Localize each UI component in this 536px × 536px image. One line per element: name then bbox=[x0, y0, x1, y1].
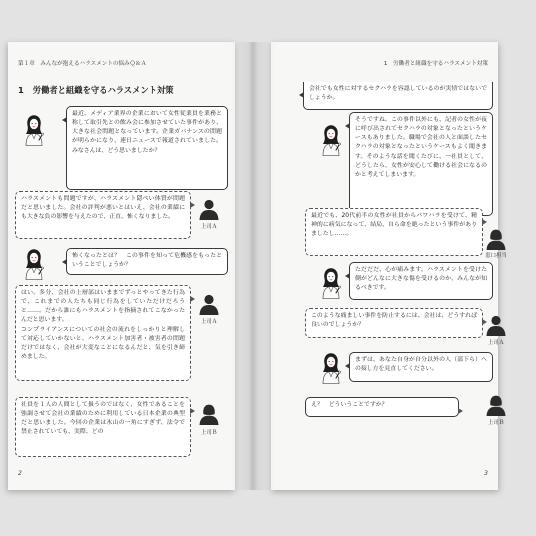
speech-bubble: え？ どういうことですか？ bbox=[305, 397, 459, 417]
page-number: 3 bbox=[484, 470, 488, 477]
page-number: 2 bbox=[18, 470, 22, 477]
female-silhouette-icon bbox=[198, 403, 220, 425]
section-heading bbox=[18, 84, 174, 96]
male-silhouette-icon bbox=[198, 198, 220, 220]
speech-bubble: 最近、メディア業界の企業において女性従業員を業務と称して取引先との飲み会に参加させていた事件があり、大きな社会問題となっています。企業ガバナンスの問題が明らかになり、連日ニュースで報道されていました。みなさんは、どう思いましたか？ bbox=[66, 106, 228, 190]
right-page bbox=[271, 42, 507, 490]
speech-bubble: 最近でも、20代前半の女性が社員からパワハラを受けて、精神的に病気になって、結局、自ら命を絶ったという事件がありましたし……。 bbox=[305, 208, 483, 256]
woman-teacher-icon bbox=[22, 114, 46, 146]
woman-teacher-icon bbox=[319, 352, 343, 384]
speaker-label: 上司Ｂ bbox=[200, 430, 218, 436]
speech-bubble: そうですね。この事件以外にも、記者の女性が夜に呼び出されてセクハラの対象となったというケースもありました。職場で会社の人と面談したセクハラの対象となったというケースもよく聞きます。そのような話を聞くたびに、一社員として、どうしたら、女性が安心して働ける社会になるのかと考えてしまいます。 bbox=[349, 112, 493, 216]
speech-bubble: 社員を１人の人間として扱うのではなく、女性であることを強調させて会社の業績のために利用している日本企業の典型だと思いました。今回の企業は氷山の一角にすぎず、法令で禁止されていても、実際、どの bbox=[15, 397, 191, 457]
male-silhouette-icon bbox=[198, 293, 220, 315]
speech-bubble: まずは、あなた自身が自分以外の人（部下ら）への接し方を見直してください。 bbox=[349, 352, 493, 382]
heading-title: 労働者と組織を守るハラスメント対策 bbox=[32, 85, 174, 95]
speaker-label: 窓口担当 bbox=[485, 253, 507, 259]
speech-bubble: ハラスメントも問題ですが、ハラスメント隠ぺい体質が問題だと思いました。会社の評判が悪いとはいえ、会社の業績にも大きな負の影響を与えたので、正直、怖くなりました。 bbox=[15, 191, 191, 239]
speaker-label: 上司Ａ bbox=[200, 319, 218, 325]
speech-bubble: 怖くなったとは？ この事件を知って危機感をもったということでしょうか？ bbox=[66, 248, 228, 275]
speech-bubble: 会社でも女性に対するセクハラを容認しているのが実情ではないでしょうか。 bbox=[303, 82, 493, 110]
speech-bubble: このような痛ましい事件を防止するには、会社は、どうすれば良いのでしょうか？ bbox=[305, 308, 483, 338]
speaker-label: 上司Ａ bbox=[487, 340, 505, 346]
speaker-label: 上司Ａ bbox=[200, 224, 218, 230]
heading-number: 1 bbox=[18, 85, 24, 95]
speech-bubble: はい。多分、会社の上層部はいままでずっとやってきた行為で、これまでの人たちも同じ行為をしていただけだろうと……。だから誰にもハラスメントを指摘されてこなかったんだと思います。 コンプライアンスについての社会の流れをしっかりと理解して対応していかないと、ハラスメント加害者・被害者の問題だけではなく、会社が大変なことになるんだと、気を引き締めました。 bbox=[15, 285, 191, 381]
running-header: 1 労働者と組織を守るハラスメント対策 bbox=[383, 61, 488, 67]
male-silhouette-icon bbox=[485, 314, 507, 336]
speaker-label: 上司Ｂ bbox=[487, 420, 505, 426]
woman-teacher-icon bbox=[22, 248, 46, 280]
woman-teacher-icon bbox=[319, 267, 343, 299]
female-silhouette-icon bbox=[485, 394, 507, 416]
left-page bbox=[8, 42, 235, 490]
book-gutter bbox=[229, 42, 277, 490]
female-silhouette-icon bbox=[485, 228, 507, 250]
speech-bubble: ただだだ、心が痛みます。ハラスメントを受けた側がどんなに大きな傷を受けるのか、みんなが知るべきです。 bbox=[349, 262, 493, 300]
running-header: 第１章 みんなが抱えるハラスメントの悩みＱ＆Ａ bbox=[18, 61, 147, 67]
woman-teacher-icon bbox=[319, 124, 343, 156]
